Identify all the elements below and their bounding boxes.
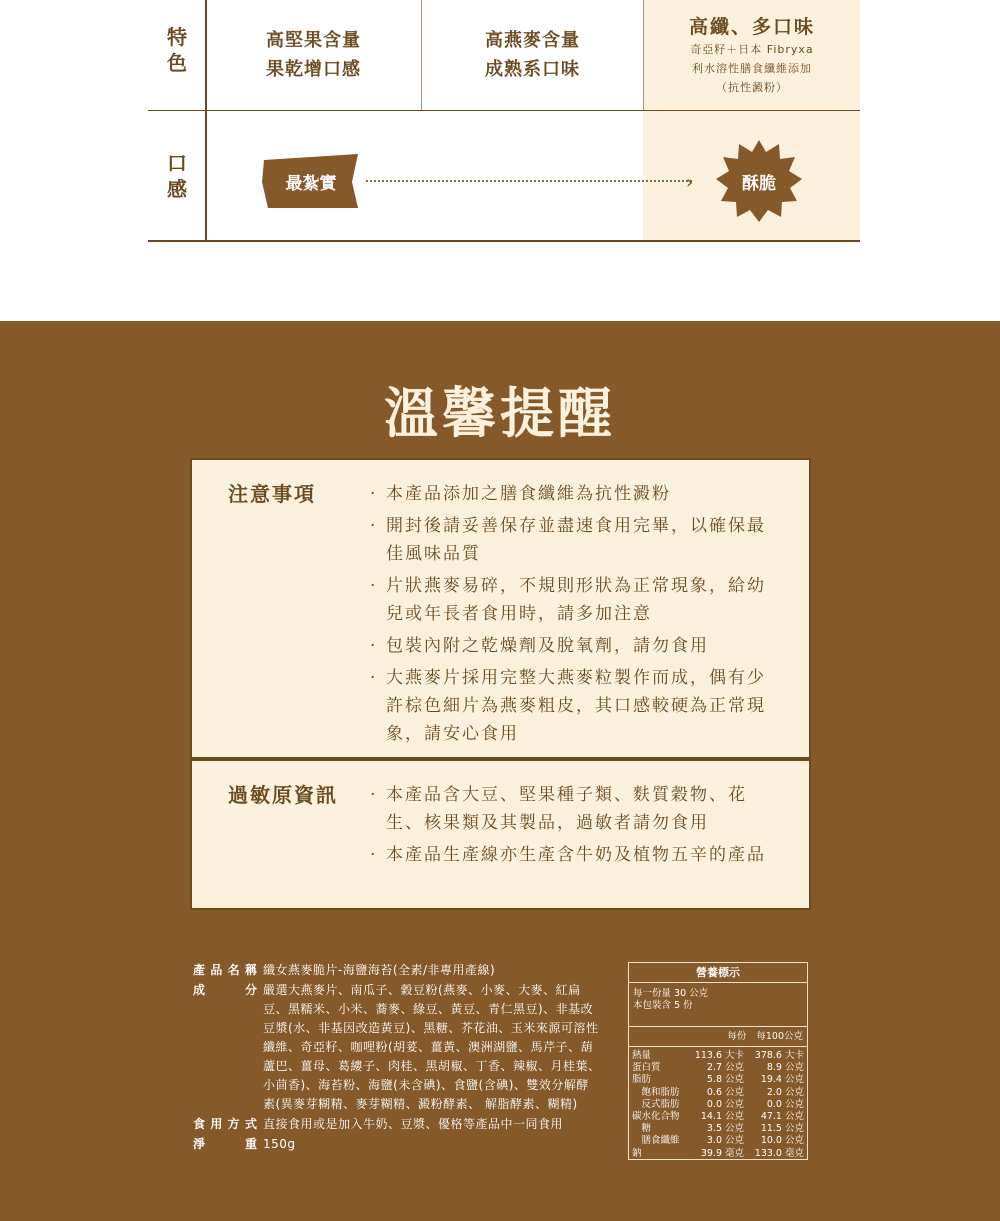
ingredients: 嚴選大燕麥片、南瓜子、穀豆粉(燕麥、小麥、大麥、紅扁豆、黑糯米、小米、蕎麥、綠豆、黃豆、青仁黑豆)、非基改豆漿(水、非基因改造黃豆)、黑糖、芥花油、玉米來源可溶性纖維、奇亞籽、咖哩粉(胡荽、薑黃、澳洲湖鹽、馬芹子、葫蘆巴、薑母、葛縷子、肉桂、黑胡椒、丁香、辣椒、月桂葉、小茴香)、海苔粉、海鹽(未含碘)、食鹽(含碘)、雙效分解酵素(異麥芽糊精、麥芽糊精、澱粉酵素、 解脂酵素、糊精) <box>263 983 601 1111</box>
table-row <box>629 1099 807 1111</box>
nutrient-name: 脂肪 <box>632 1074 652 1086</box>
label-char: 食 <box>193 1117 206 1131</box>
nutrient-name: 糖 <box>632 1123 652 1135</box>
per-100g: 19.4 公克 <box>760 1074 804 1086</box>
nutrition-label <box>628 962 808 1160</box>
servings-per-pack: 本包裝含 5 份 <box>633 1000 693 1011</box>
ingredients-label <box>193 981 263 1114</box>
label-char: 口 <box>167 151 187 175</box>
allergen-list <box>368 781 780 873</box>
reminder-section <box>0 321 1000 1221</box>
feature-line: 成熟系口味 <box>485 59 580 80</box>
comparison-table <box>148 0 860 242</box>
notice-heading: 注意事項 <box>228 482 316 506</box>
texture-right-label: 酥脆 <box>742 173 776 194</box>
per-serving: 0.6 公克 <box>706 1086 745 1098</box>
list-item: · 本產品添加之膳食纖維為抗性澱粉 <box>368 480 780 508</box>
ingredients-row <box>193 981 601 1114</box>
nutrient-name: 熱量 <box>632 1050 652 1061</box>
serving-size: 每一份量 30 公克 <box>633 988 709 999</box>
texture-badge-crispy <box>716 138 802 224</box>
per-100g: 133.0 毫克 <box>754 1147 804 1159</box>
feature-sub: 奇亞籽＋日本 Fibryxa <box>690 42 814 56</box>
table-row <box>629 1074 807 1086</box>
label-char: 品 <box>210 963 223 977</box>
product-name-row <box>193 961 601 980</box>
table-row <box>629 1062 807 1074</box>
texture-left-label: 最紮實 <box>285 173 337 194</box>
label-char: 稱 <box>244 963 257 977</box>
allergen-heading: 過敏原資訊 <box>228 783 338 807</box>
label-char: 重 <box>244 1137 257 1151</box>
per-serving: 14.1 公克 <box>700 1111 745 1123</box>
section-title: 溫馨提醒 <box>384 381 616 445</box>
nutrition-header <box>629 1027 807 1047</box>
list-item: · 片狀燕麥易碎，不規則形狀為正常現象，給幼兒或年長者食用時，請多加注意 <box>368 572 780 628</box>
feature-line: 果乾增口感 <box>266 59 361 80</box>
per-serving: 39.9 毫克 <box>700 1147 745 1159</box>
table-row <box>629 1050 807 1062</box>
table-row <box>629 1135 807 1147</box>
label-char: 產 <box>193 963 206 977</box>
col-per-serving: 每份 <box>727 1031 747 1042</box>
allergen-box <box>190 759 811 910</box>
weight-label <box>193 1135 263 1154</box>
table-row <box>629 1148 807 1160</box>
feature-cell-fiber <box>644 0 860 110</box>
per-serving: 3.0 公克 <box>706 1135 745 1147</box>
col-per-100g: 每100公克 <box>756 1031 803 1042</box>
list-item: · 包裝內附之乾燥劑及脫氧劑，請勿食用 <box>368 632 780 660</box>
feature-line: 高堅果含量 <box>266 30 361 51</box>
usage-row <box>193 1115 601 1134</box>
table-row <box>629 1123 807 1135</box>
arrow-right-icon: › <box>686 172 694 193</box>
list-item: · 本產品含大豆、堅果種子類、麩質穀物、花生、核果類及其製品，過敏者請勿食用 <box>368 781 780 837</box>
per-serving: 2.7 公克 <box>706 1062 745 1074</box>
per-100g: 8.9 公克 <box>766 1062 804 1074</box>
per-100g: 378.6 大卡 <box>754 1050 804 1061</box>
feature-sub: （抗性澱粉） <box>716 80 788 94</box>
nutrient-name: 鈉 <box>632 1147 642 1159</box>
nutrient-name: 碳水化合物 <box>632 1111 680 1123</box>
label-char: 淨 <box>193 1137 206 1151</box>
feature-sub: 利水溶性膳食纖維添加 <box>692 61 812 75</box>
usage: 直接食用或是加入牛奶、豆漿、優格等產品中一同食用 <box>263 1117 564 1131</box>
per-100g: 0.0 公克 <box>766 1098 804 1110</box>
per-serving: 0.0 公克 <box>706 1098 745 1110</box>
list-item: · 本產品生產線亦生產含牛奶及植物五辛的產品 <box>368 841 780 869</box>
label-char: 感 <box>167 177 187 201</box>
label-char: 方 <box>227 1117 240 1131</box>
per-serving: 5.8 公克 <box>706 1074 745 1086</box>
feature-title: 高纖、多口味 <box>688 15 815 38</box>
list-item: · 開封後請妥善保存並盡速食用完畢，以確保最佳風味品質 <box>368 512 780 568</box>
label-char: 色 <box>167 51 187 75</box>
feature-cell-oat <box>422 0 643 110</box>
texture-arrow-line <box>366 180 692 182</box>
label-char: 式 <box>244 1117 257 1131</box>
nutrient-name: 飽和脂肪 <box>632 1086 680 1098</box>
table-row <box>629 1111 807 1123</box>
per-serving: 113.6 大卡 <box>694 1050 745 1061</box>
label-char: 用 <box>210 1117 223 1131</box>
nutrient-name: 蛋白質 <box>632 1062 661 1074</box>
divider <box>148 110 860 111</box>
nutrient-name: 膳食纖維 <box>632 1135 680 1147</box>
label-char: 成 <box>193 983 206 997</box>
feature-row-label <box>148 24 206 76</box>
nutrient-name: 反式脂肪 <box>632 1098 680 1110</box>
per-100g: 11.5 公克 <box>760 1123 804 1135</box>
texture-row-label <box>148 150 206 202</box>
divider <box>148 240 860 242</box>
usage-label <box>193 1115 263 1134</box>
list-item: · 大燕麥片採用完整大燕麥粒製作而成，偶有少許棕色細片為燕麥粗皮，其口感較硬為正常現象，請安心食用 <box>368 664 780 748</box>
net-weight: 150g <box>263 1137 296 1151</box>
per-serving: 3.5 公克 <box>706 1123 745 1135</box>
per-100g: 10.0 公克 <box>760 1135 804 1147</box>
product-name: 纖女燕麥脆片-海鹽海苔(全素/非專用產線) <box>263 963 496 977</box>
nutrition-title: 營養標示 <box>629 963 807 983</box>
texture-badge-solid <box>260 152 362 210</box>
nutrition-table <box>629 1050 807 1160</box>
label-char: 特 <box>167 25 187 49</box>
per-100g: 47.1 公克 <box>760 1111 804 1123</box>
per-100g: 2.0 公克 <box>766 1086 804 1098</box>
notice-box <box>190 458 811 759</box>
product-name-label <box>193 961 263 980</box>
serving-info <box>629 983 807 1027</box>
feature-cell-nut <box>206 0 421 110</box>
weight-row <box>193 1135 601 1154</box>
table-row <box>629 1087 807 1099</box>
notice-list <box>368 480 780 752</box>
label-char: 名 <box>227 963 240 977</box>
label-char: 分 <box>244 983 257 997</box>
feature-line: 高燕麥含量 <box>485 30 580 51</box>
product-info <box>193 961 601 1155</box>
